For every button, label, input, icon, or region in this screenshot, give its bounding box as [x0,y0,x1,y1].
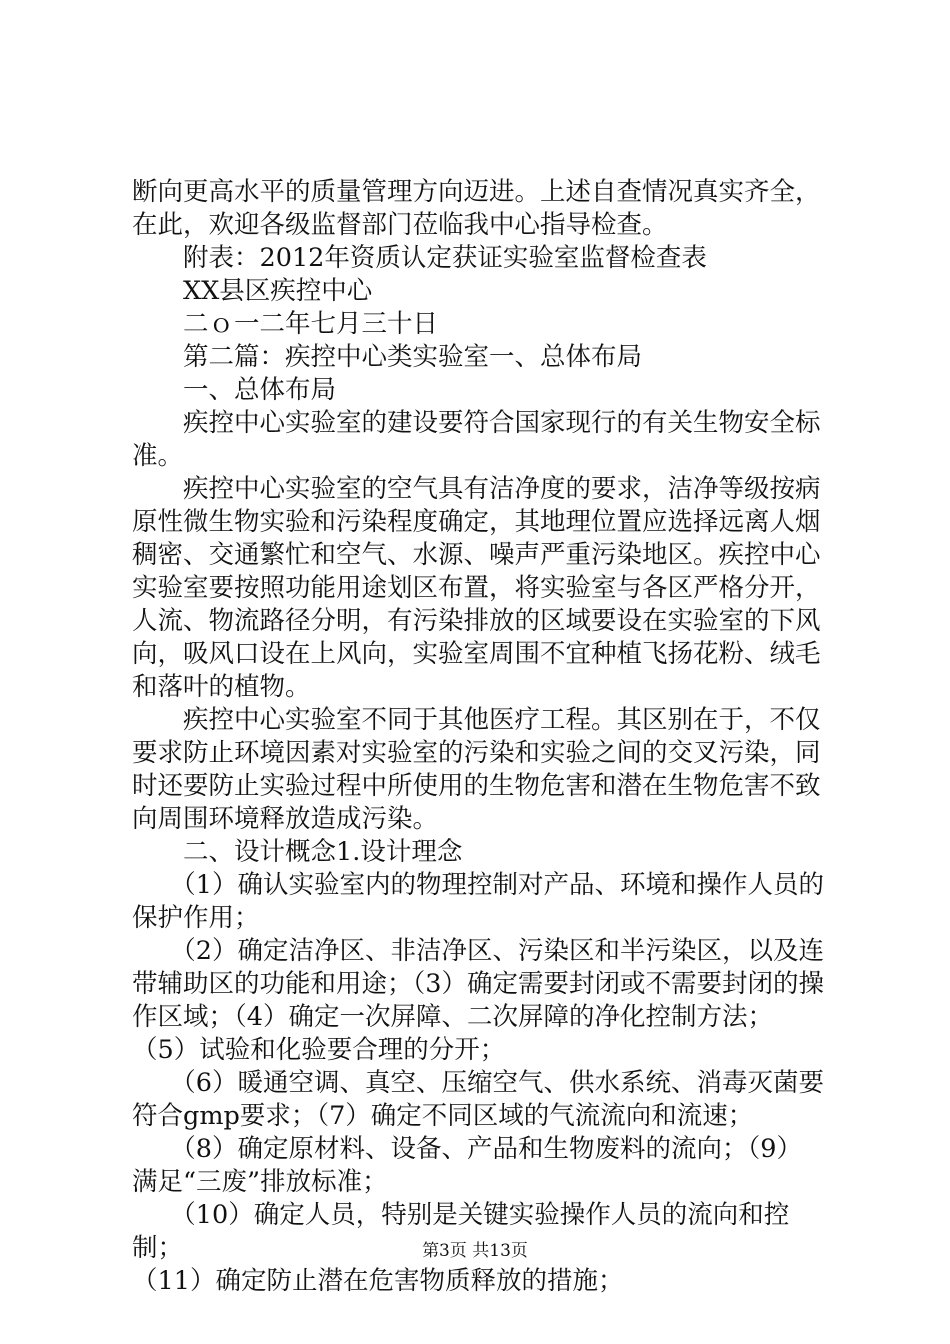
text-line: 二、设计概念1.设计理念 [132,837,463,867]
text-line: 疾控中心实验室不同于其他医疗工程。其区别在于，不仅 [132,705,821,735]
page-number: 第3页 共13页 [422,1241,528,1261]
text-line: 在此，欢迎各级监督部门莅临我中心指导检查。 [132,210,668,240]
text-line: 带辅助区的功能和用途；（3）确定需要封闭或不需要封闭的操 [132,969,824,999]
text-line: 稠密、交通繁忙和空气、水源、噪声严重污染地区。疾控中心 [132,540,821,570]
text-line: 实验室要按照功能用途划区布置，将实验室与各区严格分开， [132,573,821,603]
text-line: 准。 [132,441,184,471]
text-line: 第二篇：疾控中心类实验室一、总体布局 [132,342,643,372]
text-line: 断向更高水平的质量管理方向迈进。上述自查情况真实齐全， [132,177,821,207]
text-line: 二ｏ一二年七月三十日 [132,309,439,339]
text-line: 和落叶的植物。 [132,672,311,702]
text-line: 符合gmp要求；（7）确定不同区域的气流流向和流速； [132,1101,754,1131]
text-line: 向周围环境释放造成污染。 [132,804,439,834]
text-line: 时还要防止实验过程中所使用的生物危害和潜在生物危害不致 [132,771,821,801]
page-footer [0,1240,950,1262]
text-line: （11）确定防止潜在危害物质释放的措施； [132,1266,624,1296]
text-line: （1）确认实验室内的物理控制对产品、环境和操作人员的 [132,870,824,900]
text-line: 附表：2012年资质认定获证实验室监督检查表 [132,243,707,273]
text-line: （8）确定原材料、设备、产品和生物废料的流向；（9） [132,1134,802,1164]
text-line: （10）确定人员，特别是关键实验操作人员的流向和控制； [132,1200,790,1263]
text-line: 一、总体布局 [132,375,337,405]
text-line: 满足“三废”排放标准； [132,1167,388,1197]
text-line: 疾控中心实验室的建设要符合国家现行的有关生物安全标 [132,408,821,438]
text-line: 原性微生物实验和污染程度确定，其地理位置应选择远离人烟 [132,507,821,537]
text-line: XX县区疾控中心 [132,276,373,306]
text-line: （6）暖通空调、真空、压缩空气、供水系统、消毒灭菌要 [132,1068,824,1098]
text-line: （5）试验和化验要合理的分开； [132,1035,506,1065]
text-line: 作区域；（4）确定一次屏障、二次屏障的净化控制方法； [132,1002,773,1032]
text-line: 疾控中心实验室的空气具有洁净度的要求，洁净等级按病 [132,474,821,504]
text-line: （2）确定洁净区、非洁净区、污染区和半污染区，以及连 [132,936,824,966]
text-line: 人流、物流路径分明，有污染排放的区域要设在实验室的下风 [132,606,821,636]
text-line: 向，吸风口设在上风向，实验室周围不宜种植飞扬花粉、绒毛 [132,639,821,669]
text-line: 要求防止环境因素对实验室的污染和实验之间的交叉污染，同 [132,738,821,768]
document-body [132,176,832,1298]
text-line: 保护作用； [132,903,260,933]
